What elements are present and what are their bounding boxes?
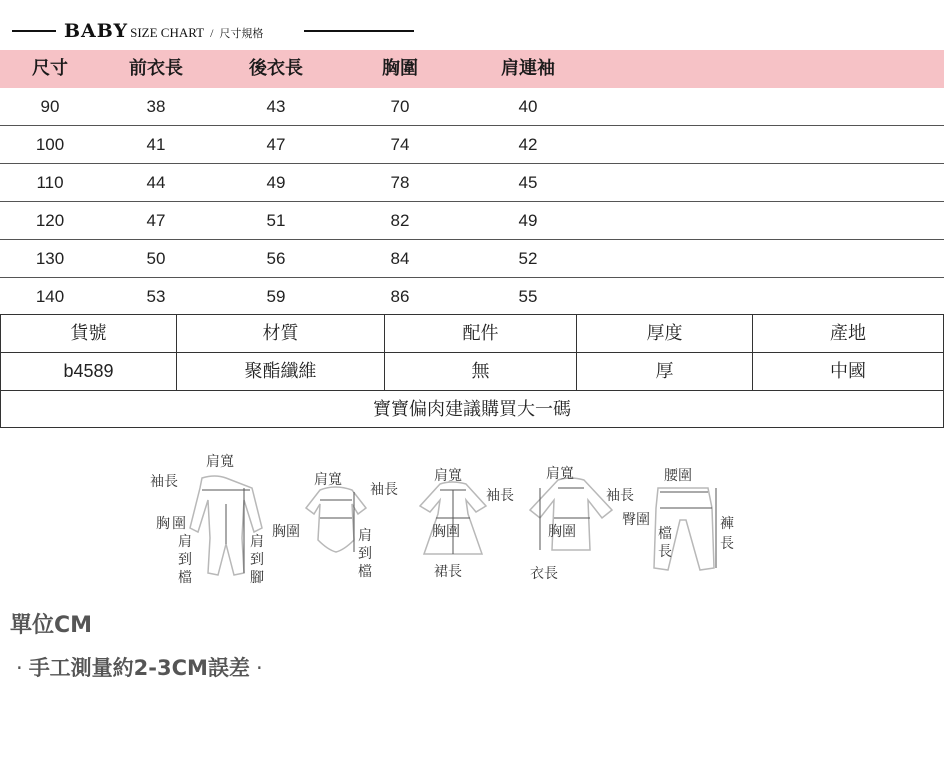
table-cell: 38 — [146, 97, 166, 116]
bullet: · — [16, 656, 23, 680]
header-subtitle: SIZE CHART — [130, 25, 205, 40]
accessories-value: 無 — [384, 353, 576, 390]
garment-outlines — [130, 448, 760, 593]
header-subtitle-zh: 尺寸規格 — [219, 27, 264, 40]
chart-header — [0, 18, 944, 44]
label: 裙長 — [434, 564, 462, 580]
label: 長 — [658, 544, 672, 560]
table-cell: 140 — [35, 287, 65, 306]
table-cell: 84 — [390, 249, 410, 268]
size-table-header — [0, 50, 944, 88]
info-note-row — [0, 391, 944, 428]
label: 腰圍 — [664, 468, 692, 484]
label: 肩寬 — [314, 472, 342, 488]
table-cell: 55 — [518, 287, 538, 306]
info-header-row — [0, 315, 944, 353]
label: 檔 — [658, 526, 672, 542]
table-cell: 47 — [146, 211, 166, 230]
table-cell: 47 — [266, 135, 286, 154]
table-row — [0, 88, 944, 126]
label: 圍 — [172, 516, 186, 532]
label: 袖長 — [370, 482, 398, 498]
table-cell: 78 — [390, 173, 410, 192]
table-cell: 86 — [390, 287, 410, 306]
table-cell: 40 — [518, 97, 538, 116]
header-title — [64, 18, 263, 47]
table-cell: 49 — [266, 173, 286, 192]
measurement-diagrams — [130, 448, 760, 593]
table-cell: 130 — [35, 249, 65, 268]
info-header-cell: 材質 — [176, 315, 384, 352]
info-value-row — [0, 353, 944, 391]
measurement-note-text: 手工測量約2-3CM誤差 — [28, 656, 250, 680]
label: 袖長 — [606, 488, 634, 504]
label: 臀圍 — [622, 512, 650, 528]
table-cell: 42 — [518, 135, 538, 154]
table-cell: 74 — [390, 135, 410, 154]
info-header-cell: 配件 — [384, 315, 576, 352]
table-cell: 52 — [518, 249, 538, 268]
column-header: 尺寸 — [32, 58, 68, 79]
brand-name: BABY — [64, 20, 129, 42]
header-rule-left — [12, 30, 56, 32]
table-row — [0, 202, 944, 240]
table-row — [0, 126, 944, 164]
bodysuit-icon — [306, 487, 366, 552]
column-header: 胸圍 — [382, 58, 418, 79]
table-cell: 82 — [390, 211, 410, 230]
label: 肩 — [250, 534, 264, 550]
label: 袖長 — [486, 488, 514, 504]
table-row — [0, 164, 944, 202]
table-cell: 49 — [518, 211, 538, 230]
origin-value: 中國 — [752, 353, 944, 390]
label: 胸 — [156, 516, 170, 532]
table-cell: 51 — [266, 211, 286, 230]
material-value: 聚酯纖維 — [176, 353, 384, 390]
table-cell: 50 — [146, 249, 166, 268]
label: 檔 — [358, 564, 372, 580]
label: 肩寬 — [546, 466, 574, 482]
unit-label: 單位CM — [10, 613, 93, 638]
label: 肩寬 — [434, 468, 462, 484]
label: 檔 — [178, 570, 192, 586]
label: 到 — [178, 552, 192, 568]
label: 肩 — [178, 534, 192, 550]
table-cell: 44 — [146, 173, 166, 192]
label: 腳 — [250, 570, 264, 586]
info-header-cell: 貨號 — [0, 315, 176, 352]
label: 褲 — [720, 516, 734, 532]
table-cell: 100 — [35, 135, 65, 154]
table-cell: 120 — [35, 211, 65, 230]
info-header-cell: 產地 — [752, 315, 944, 352]
thickness-value: 厚 — [576, 353, 752, 390]
table-cell: 43 — [266, 97, 286, 116]
label: 到 — [250, 552, 264, 568]
info-header-cell: 厚度 — [576, 315, 752, 352]
label: 長 — [720, 536, 734, 552]
label: 袖長 — [150, 474, 178, 490]
header-separator: / — [210, 26, 214, 40]
table-cell: 53 — [146, 287, 166, 306]
table-row — [0, 278, 944, 316]
table-cell: 90 — [40, 97, 60, 116]
label: 到 — [358, 546, 372, 562]
product-info-table — [0, 314, 944, 428]
table-cell: 45 — [518, 173, 538, 192]
table-cell: 59 — [266, 287, 286, 306]
table-row — [0, 240, 944, 278]
label: 衣長 — [530, 566, 558, 582]
sizing-advice: 寶寶偏肉建議購買大一碼 — [0, 391, 944, 428]
table-cell: 56 — [266, 249, 286, 268]
table-cell: 41 — [146, 135, 166, 154]
label: 胸圍 — [548, 524, 576, 540]
label: 胸圍 — [272, 524, 300, 540]
header-rule-right — [304, 30, 414, 32]
product-code: b4589 — [0, 353, 176, 390]
table-cell: 110 — [36, 173, 64, 192]
table-cell: 70 — [390, 97, 410, 116]
label: 肩 — [358, 528, 372, 544]
bullet: · — [255, 656, 263, 680]
column-header: 前衣長 — [129, 58, 183, 79]
column-header: 肩連袖 — [501, 58, 555, 79]
label: 肩寬 — [206, 454, 234, 470]
label: 胸圍 — [432, 524, 460, 540]
measurement-note — [10, 652, 269, 682]
column-header: 後衣長 — [249, 58, 303, 79]
